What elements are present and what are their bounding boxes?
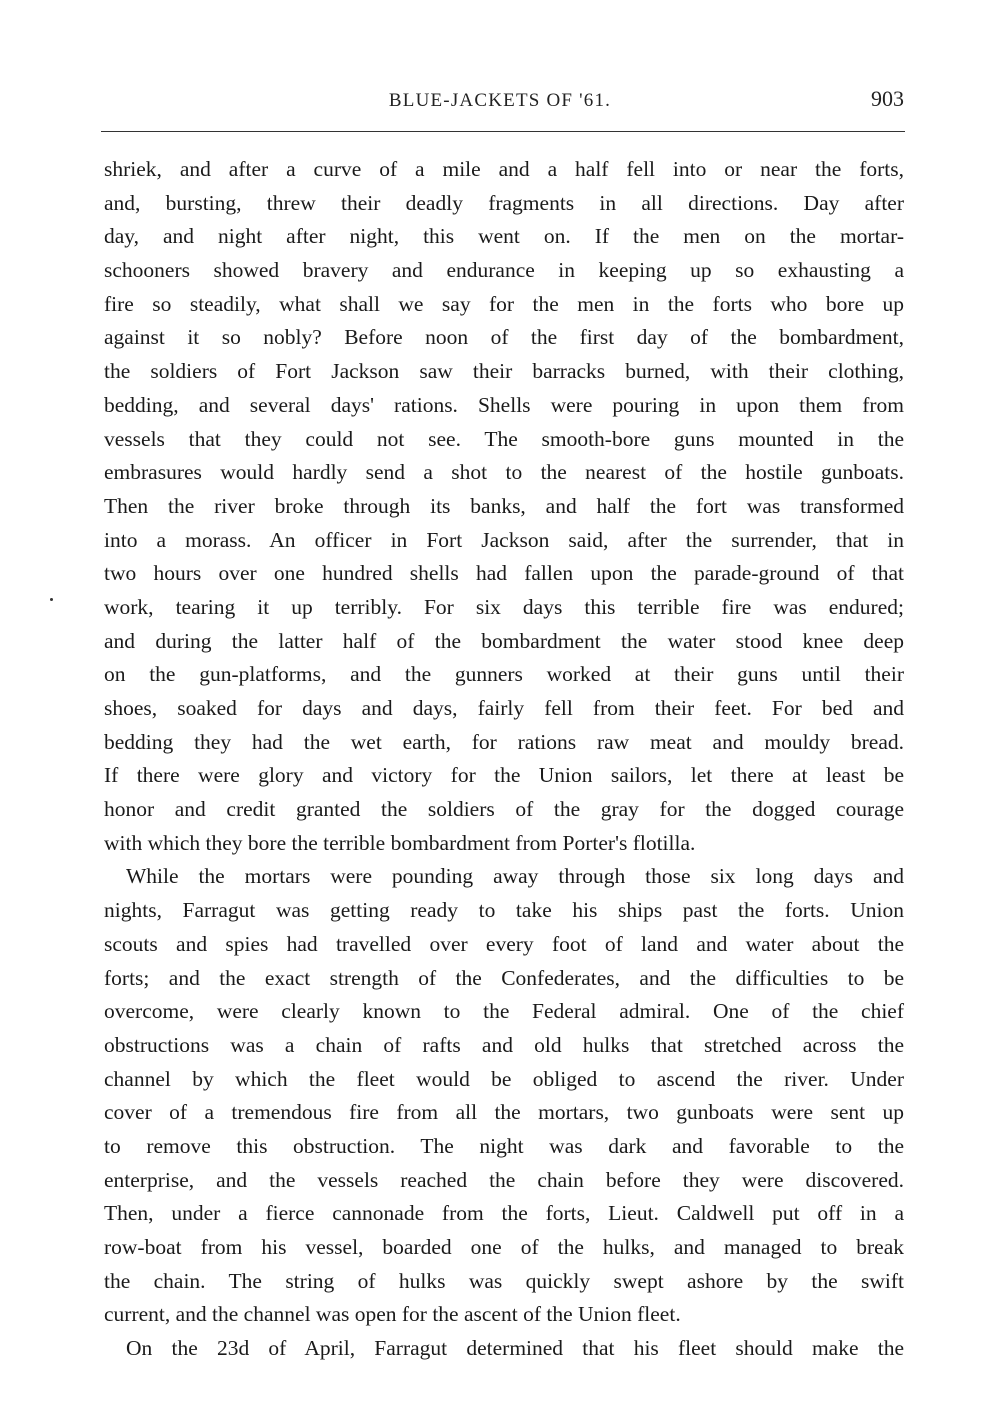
running-head: [0, 88, 1000, 118]
text-line: and during the latter half of the bombardment the water stood knee deep: [104, 628, 904, 653]
header-rule: [101, 131, 905, 132]
text-line: Then, under a fierce cannonade from the forts, Lieut. Caldwell put off in a: [104, 1201, 904, 1226]
margin-speck: [50, 598, 53, 601]
text-line: If there were glory and victory for the Union sailors, let there at least be: [104, 763, 904, 788]
text-line: On the 23d of April, Farragut determined that his fleet should make the: [126, 1336, 904, 1361]
text-line: obstructions was a chain of rafts and old hulks that stretched across the: [104, 1032, 904, 1057]
text-line: nights, Farragut was getting ready to take his ships past the forts. Union: [104, 898, 904, 923]
text-line: day, and night after night, this went on. If the men on the mortar-: [104, 224, 904, 249]
text-line: the chain. The string of hulks was quickly swept ashore by the swift: [104, 1268, 904, 1293]
text-line: schooners showed bravery and endurance in keeping up so exhausting a: [104, 258, 904, 283]
text-line: into a morass. An officer in Fort Jackson said, after the surrender, that in: [104, 527, 904, 552]
text-line: work, tearing it up terribly. For six days this terrible fire was endured;: [104, 594, 904, 619]
text-line: shoes, soaked for days and days, fairly fell from their feet. For bed and: [104, 696, 904, 720]
text-line: fire so steadily, what shall we say for the men in the forts who bore up: [104, 291, 904, 316]
text-line: Then the river broke through its banks, and half the fort was transformed: [104, 493, 904, 518]
text-line: on the gun-platforms, and the gunners worked at their guns until their: [104, 662, 904, 687]
paragraph-3: [104, 1332, 904, 1366]
text-line: enterprise, and the vessels reached the chain before they were discovered.: [104, 1167, 904, 1192]
text-line: shriek, and after a curve of a mile and a half fell into or near the forts,: [104, 157, 904, 181]
text-line: scouts and spies had travelled over every foot of land and water about the: [104, 931, 904, 956]
running-title: BLUE-JACKETS OF '61.: [388, 90, 612, 111]
text-line: two hours over one hundred shells had fallen upon the parade-ground of that: [104, 561, 904, 586]
text-line: overcome, were clearly known to the Federal admiral. One of the chief: [104, 999, 904, 1024]
text-line: bedding, and several days' rations. Shells were pouring in upon them from: [104, 392, 904, 417]
text-line: channel by which the fleet would be obliged to ascend the river. Under: [104, 1066, 904, 1091]
text-line: current, and the channel was open for the ascent of the Union fleet.: [104, 1302, 681, 1327]
text-line: While the mortars were pounding away through those six long days and: [126, 864, 904, 889]
text-line: bedding they had the wet earth, for rations raw meat and mouldy bread.: [104, 729, 904, 754]
text-line: honor and credit granted the soldiers of the gray for the dogged courage: [104, 797, 904, 822]
body-text: [104, 153, 904, 1366]
text-line: row-boat from his vessel, boarded one of the hulks, and managed to break: [104, 1235, 904, 1259]
text-line: against it so nobly? Before noon of the first day of the bombardment,: [104, 325, 904, 350]
text-line: the soldiers of Fort Jackson saw their barracks burned, with their clothing,: [104, 359, 904, 384]
text-line: vessels that they could not see. The smooth-bore guns mounted in the: [104, 426, 904, 451]
paragraph-2: [104, 860, 904, 1332]
page-number: 903: [871, 86, 904, 111]
text-line: to remove this obstruction. The night was dark and favorable to the: [104, 1133, 904, 1158]
paragraph-1: [104, 153, 904, 860]
text-line: and, bursting, threw their deadly fragments in all directions. Day after: [104, 190, 904, 215]
text-line: cover of a tremendous fire from all the mortars, two gunboats were sent up: [104, 1100, 904, 1125]
text-line: with which they bore the terrible bombardment from Porter's flotilla.: [104, 830, 696, 855]
text-line: embrasures would hardly send a shot to the nearest of the hostile gunboats.: [104, 460, 904, 485]
text-line: forts; and the exact strength of the Confederates, and the difficulties to be: [104, 965, 904, 990]
